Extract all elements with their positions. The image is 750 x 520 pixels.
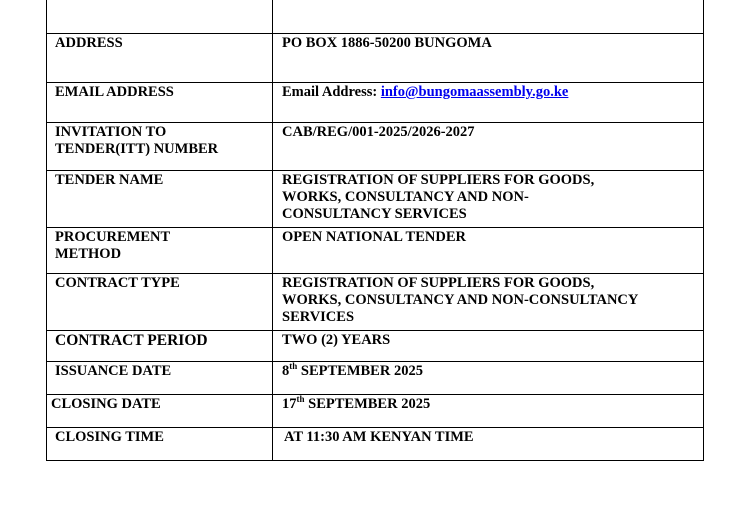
contract-type-label: CONTRACT TYPE bbox=[47, 274, 273, 331]
closing-date-value bbox=[273, 395, 704, 428]
procurement-label-line1: PROCUREMENT bbox=[55, 229, 171, 245]
tender-name-value bbox=[273, 171, 704, 228]
tender-name-label: TENDER NAME bbox=[47, 171, 273, 228]
itt-value: CAB/REG/001-2025/2026-2027 bbox=[273, 123, 704, 171]
table-row bbox=[47, 34, 704, 83]
contract-period-label: CONTRACT PERIOD bbox=[47, 331, 273, 362]
table-row bbox=[47, 171, 704, 228]
blank-label-cell bbox=[47, 0, 273, 34]
tender-name-line3: CONSULTANCY SERVICES bbox=[282, 206, 467, 222]
itt-label-line1: INVITATION TO bbox=[55, 124, 167, 140]
issuance-day-suffix: th bbox=[289, 361, 298, 372]
blank-value-cell bbox=[273, 0, 704, 34]
contract-period-value: TWO (2) YEARS bbox=[273, 331, 704, 362]
procurement-value: OPEN NATIONAL TENDER bbox=[273, 228, 704, 274]
email-link[interactable]: info@bungomaassembly.go.ke bbox=[380, 84, 569, 100]
procurement-label bbox=[47, 228, 273, 274]
table-row bbox=[47, 228, 704, 274]
table-row bbox=[47, 123, 704, 171]
closing-date-label-text: CLOSING DATE bbox=[51, 396, 161, 412]
table-row bbox=[47, 83, 704, 123]
tender-details-table bbox=[46, 0, 704, 461]
address-label: ADDRESS bbox=[47, 34, 273, 83]
issuance-rest: SEPTEMBER 2025 bbox=[297, 363, 423, 379]
contract-type-value bbox=[273, 274, 704, 331]
table-row bbox=[47, 395, 704, 428]
closing-day: 17 bbox=[282, 396, 297, 412]
contract-type-line3: SERVICES bbox=[282, 309, 355, 325]
closing-rest: SEPTEMBER 2025 bbox=[304, 396, 431, 412]
issuance-date-value bbox=[273, 362, 704, 395]
issuance-day: 8 bbox=[282, 363, 290, 379]
email-label: EMAIL ADDRESS bbox=[47, 83, 273, 123]
contract-type-line1: REGISTRATION OF SUPPLIERS FOR GOODS, bbox=[282, 275, 595, 291]
tender-name-line2: WORKS, CONSULTANCY AND NON- bbox=[282, 189, 529, 205]
closing-day-suffix: th bbox=[296, 394, 305, 405]
itt-label-line2: TENDER(ITT) NUMBER bbox=[55, 141, 219, 157]
closing-time-value bbox=[273, 428, 704, 461]
table-row bbox=[47, 274, 704, 331]
table-row bbox=[47, 362, 704, 395]
email-prefix: Email Address: bbox=[282, 84, 381, 100]
issuance-date-label: ISSUANCE DATE bbox=[47, 362, 273, 395]
itt-label bbox=[47, 123, 273, 171]
table-row bbox=[47, 428, 704, 461]
closing-date-label bbox=[47, 395, 273, 428]
closing-time-text: AT 11:30 AM KENYAN TIME bbox=[284, 429, 474, 445]
contract-type-line2: WORKS, CONSULTANCY AND NON-CONSULTANCY bbox=[282, 292, 639, 308]
closing-time-label: CLOSING TIME bbox=[47, 428, 273, 461]
procurement-label-line2: METHOD bbox=[55, 246, 122, 262]
tender-name-line1: REGISTRATION OF SUPPLIERS FOR GOODS, bbox=[282, 172, 595, 188]
email-value bbox=[273, 83, 704, 123]
table-row bbox=[47, 0, 704, 34]
address-value: PO BOX 1886-50200 BUNGOMA bbox=[273, 34, 704, 83]
table-row bbox=[47, 331, 704, 362]
